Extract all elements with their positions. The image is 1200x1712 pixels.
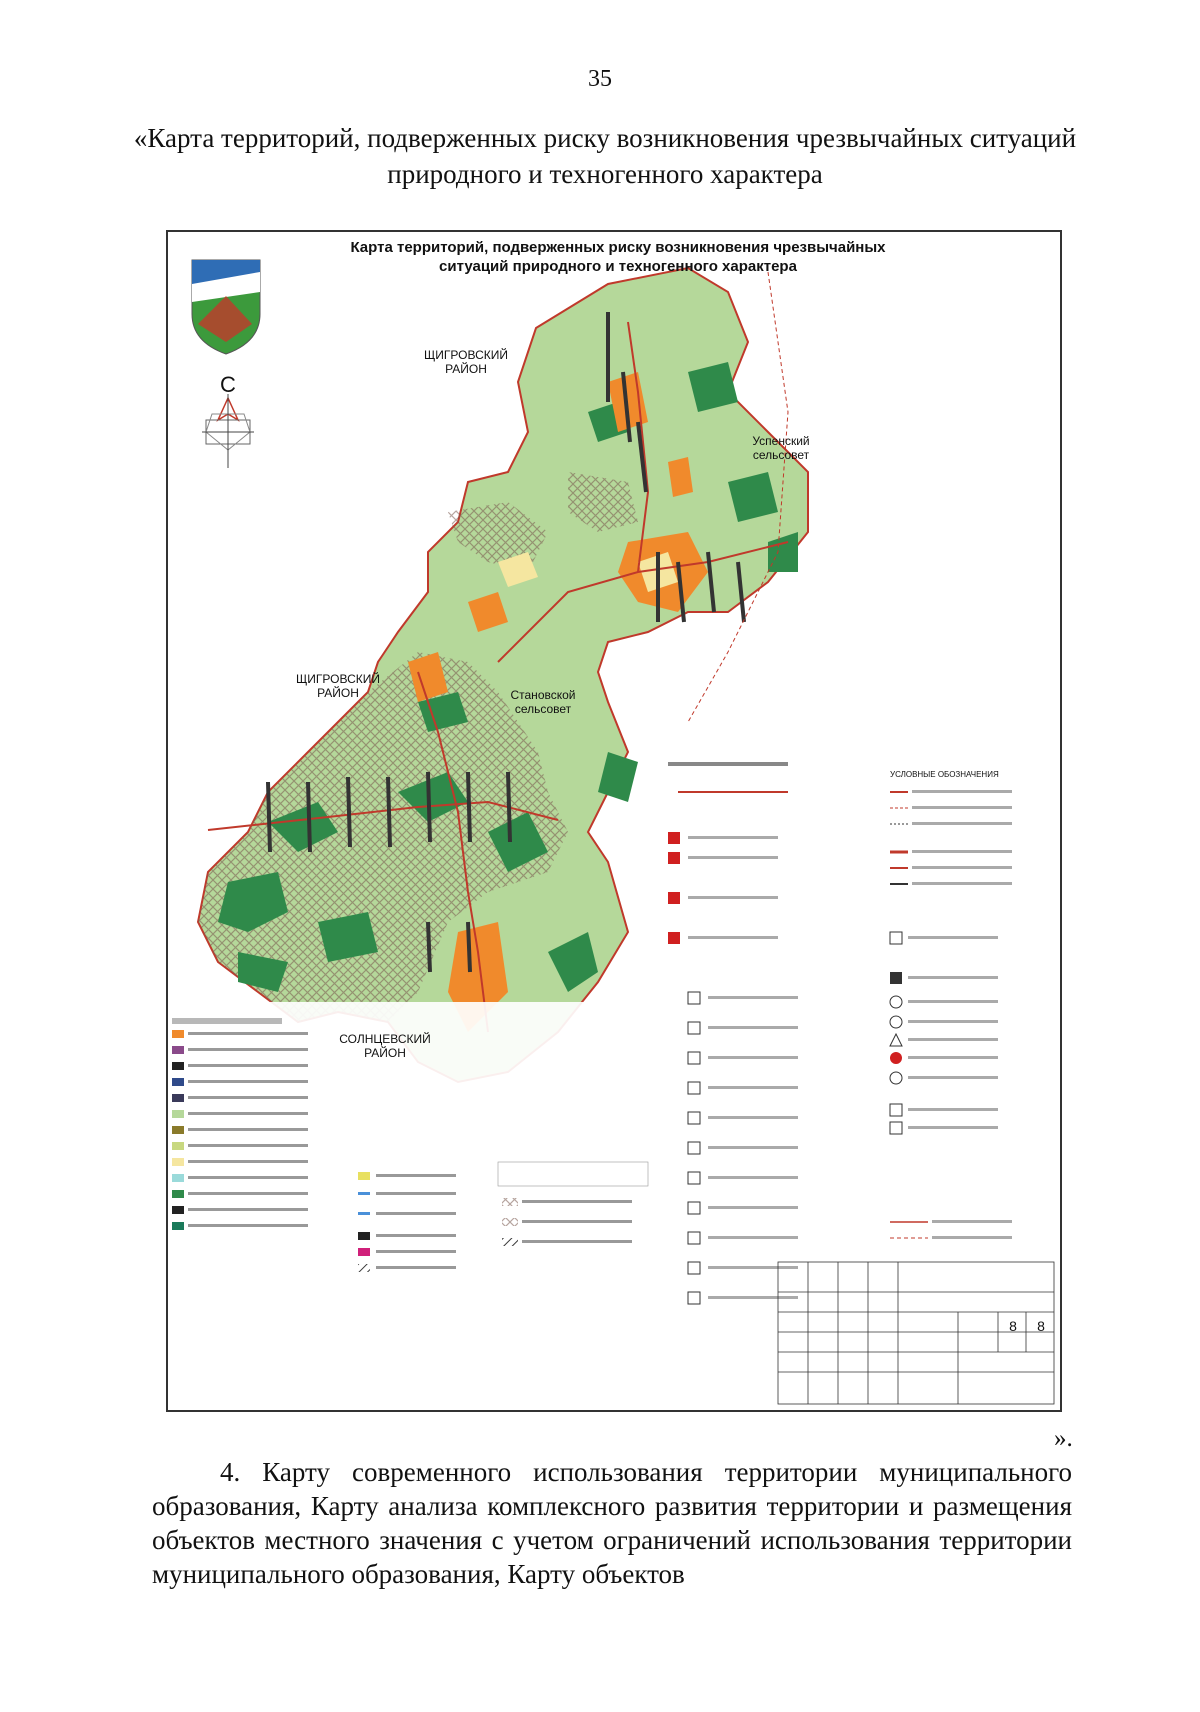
legend-symbols-panel [650,752,1060,1408]
map-drawing [168,232,1060,1410]
label-solntsevo: СОЛНЦЕВСКИЙ РАЙОН [339,1032,431,1060]
body-paragraph: 4. Карту современного использования территории муниципального образования, Карту анализа комплексного развития территории и размещения объектов местного значения с учетом ограничений использования территории муниципального образования, Карту объектов [152,1457,1072,1589]
stamp-sheet-count: 8 [1037,1318,1045,1334]
north-label: С [220,372,236,397]
label-stanovskoy: Становской сельсовет [510,688,576,716]
map-figure [166,230,1062,1412]
label-shchigry-west: ЩИГРОВСКИЙ РАЙОН [296,672,380,700]
closing-quote: ». [1054,1425,1073,1452]
stamp-sheet-number: 8 [1009,1318,1017,1334]
legend-zoning-panel [168,1002,668,1408]
page-number: 35 [588,66,612,92]
label-uspensky: Успенский сельсовет [752,434,810,462]
label-shchigry-north: ЩИГРОВСКИЙ РАЙОН [424,348,508,376]
legend-title: УСЛОВНЫЕ ОБОЗНАЧЕНИЯ [890,770,999,779]
coat-of-arms-icon [192,260,260,354]
document-title: «Карта территорий, подверженных риску возникновения чрезвычайных ситуаций природного и техногенного характера [133,123,1077,189]
map-title: Карта территорий, подверженных риску возникновения чрезвычайных ситуаций природного и техногенного характера [350,239,886,275]
compass-rose-icon [202,394,254,468]
